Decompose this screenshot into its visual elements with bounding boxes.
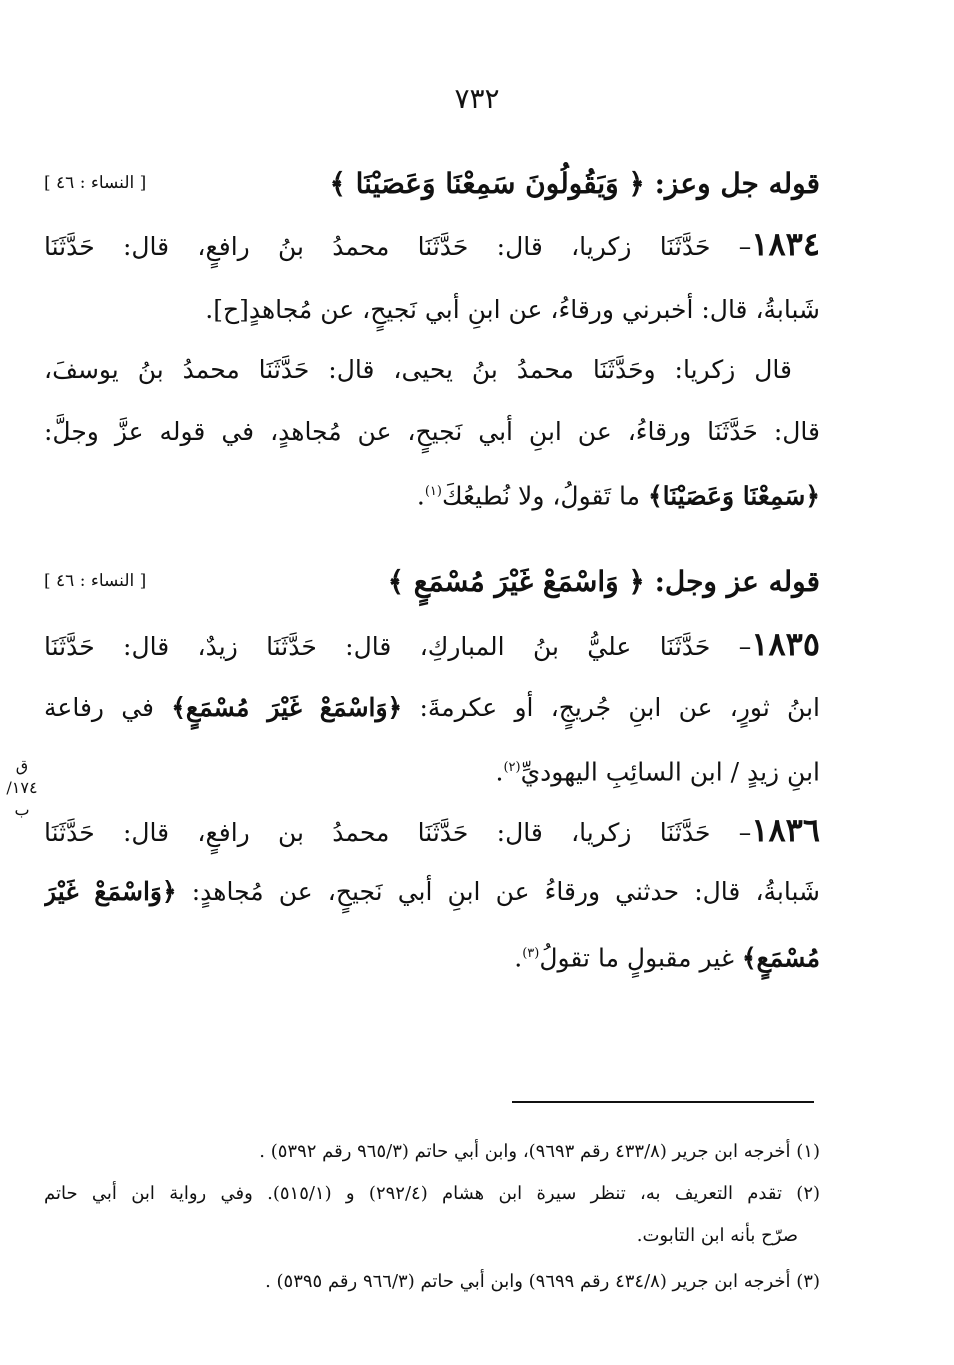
hadith-1834-line-1 [44,212,820,276]
footnote-ref: (٣) [522,946,540,961]
hadith-text: – حَدَّثَنَا عليُّ بنُ المباركِ، قال: حَدَّثَنَا زيدٌ، قال: حَدَّثَنَا [44,632,752,661]
footnote-3: (٣) أخرجه ابن جرير (٤٣٤/٨ رقم ٩٦٩٩) وابن أبي حاتم (٩٦٦/٣ رقم ٥٣٩٥) . [265,1271,820,1292]
hadith-1834-line-4: قال: حَدَّثَنَا ورقاءُ، عن ابنِ أبي نَجيحٍ، عن مُجاهدٍ، في قوله عزَّ وجلَّ: [44,417,820,446]
hadith-1835-line-2: ابنُ ثورٍ، عن ابنِ جُريجٍ، أو عكرمةَ: ﴿وَاسْمَعْ غَيْرَ مُسْمَعٍ﴾ في رفاعة [44,693,820,722]
quran-quote: ﴿وَاسْمَعْ غَيْرَ [44,877,177,906]
hadith-1836-line-2: شَبابةُ، قال: حدثني ورقاءُ عن ابنِ أبي نَجيحٍ، عن مُجاهدٍ: ﴿وَاسْمَعْ غَيْرَ [44,877,820,906]
footnote-2-continued: صرّح بأنه ابن التابوت. [636,1225,798,1246]
hadith-1836-line-3: مُسْمَعٍ﴾ غير مقبولٍ ما تقولُ$^{(٣)}$. [514,943,820,973]
verse-citation: [ النساء : ٤٦ ] [44,173,147,193]
section-heading-1 [44,158,820,208]
hadith-text: – حَدَّثَنَا زكريا، قال: حَدَّثَنَا محمدُ بن رافعٍ، قال: حَدَّثَنَا [44,818,752,847]
footnote-1: (١) أخرجه ابن جرير (٤٣٣/٨ رقم ٩٦٩٣)، وابن أبي حاتم (٩٦٥/٣ رقم ٥٣٩٢) . [259,1141,820,1162]
hadith-text: ما تَقولُ، ولا نُطيعُكَ [441,481,648,511]
hadith-text: – حَدَّثَنَا زكريا، قال: حَدَّثَنَا محمدُ بنُ رافعٍ، قال: حَدَّثَنَا [44,232,752,261]
manuscript-folio-note: ق ١٧٤/ب [6,756,38,819]
page-number: ٧٣٢ [454,82,500,115]
footnote-divider [512,1101,814,1103]
heading-quran-verse: ﴿ وَيَقُولُونَ سَمِعْنَا وَعَصَيْنَا ﴾ [329,166,645,200]
hadith-text: قال زكريا: وحَدَّثَنَا محمدُ بنُ يحيى، قال: حَدَّثَنَا محمدُ بنُ يوسفَ، [44,355,792,384]
hadith-number: ١٨٣٤ [751,225,820,263]
section-heading-text [329,167,820,200]
hadith-1834-line-2: شَبابةُ، قال: أخبرني ورقاءُ، عن ابنِ أبي نَجيحٍ، عن مُجاهدٍ[ح]. [205,295,820,324]
verse-citation: [ النساء : ٤٦ ] [44,571,147,591]
footnote-ref: (١) [424,484,442,499]
quran-quote: ﴿سَمِعْنَا وَعَصَيْنَا﴾ [648,481,820,511]
heading-prefix: قوله عز وجل: [654,564,820,598]
hadith-number: ١٨٣٦ [751,811,820,849]
section-heading-2 [44,556,820,606]
hadith-1834-line-5: ﴿سَمِعْنَا وَعَصَيْنَا﴾ ما تَقولُ، ولا نُطيعُكَ$^{(١)}$. [416,481,820,511]
section-heading-text [388,565,820,598]
hadith-1835-line-3: ابنِ زيدٍ / ابن السائِبِ اليهوديِّ$^{(٢)}$. [495,757,820,787]
quran-quote: مُسْمَعٍ﴾ [741,943,820,973]
heading-quran-verse: ﴿ وَاسْمَعْ غَيْرَ مُسْمَعٍ ﴾ [387,564,645,598]
hadith-number: ١٨٣٥ [751,625,820,663]
heading-prefix: قوله جل وعز: [654,166,820,200]
hadith-1836-line-1 [44,798,820,862]
hadith-1834-line-3 [44,338,820,402]
footnote-ref: (٢) [503,760,521,775]
footnote-2: (٢) تقدم التعريف به، تنظر سيرة ابن هشام (٢٩٢/٤) و (٥١٥/١). وفي رواية ابن أبي حاتم [44,1183,820,1204]
quran-quote: ﴿وَاسْمَعْ غَيْرَ مُسْمَعٍ﴾ [171,693,403,722]
hadith-1835-line-1 [44,612,820,676]
